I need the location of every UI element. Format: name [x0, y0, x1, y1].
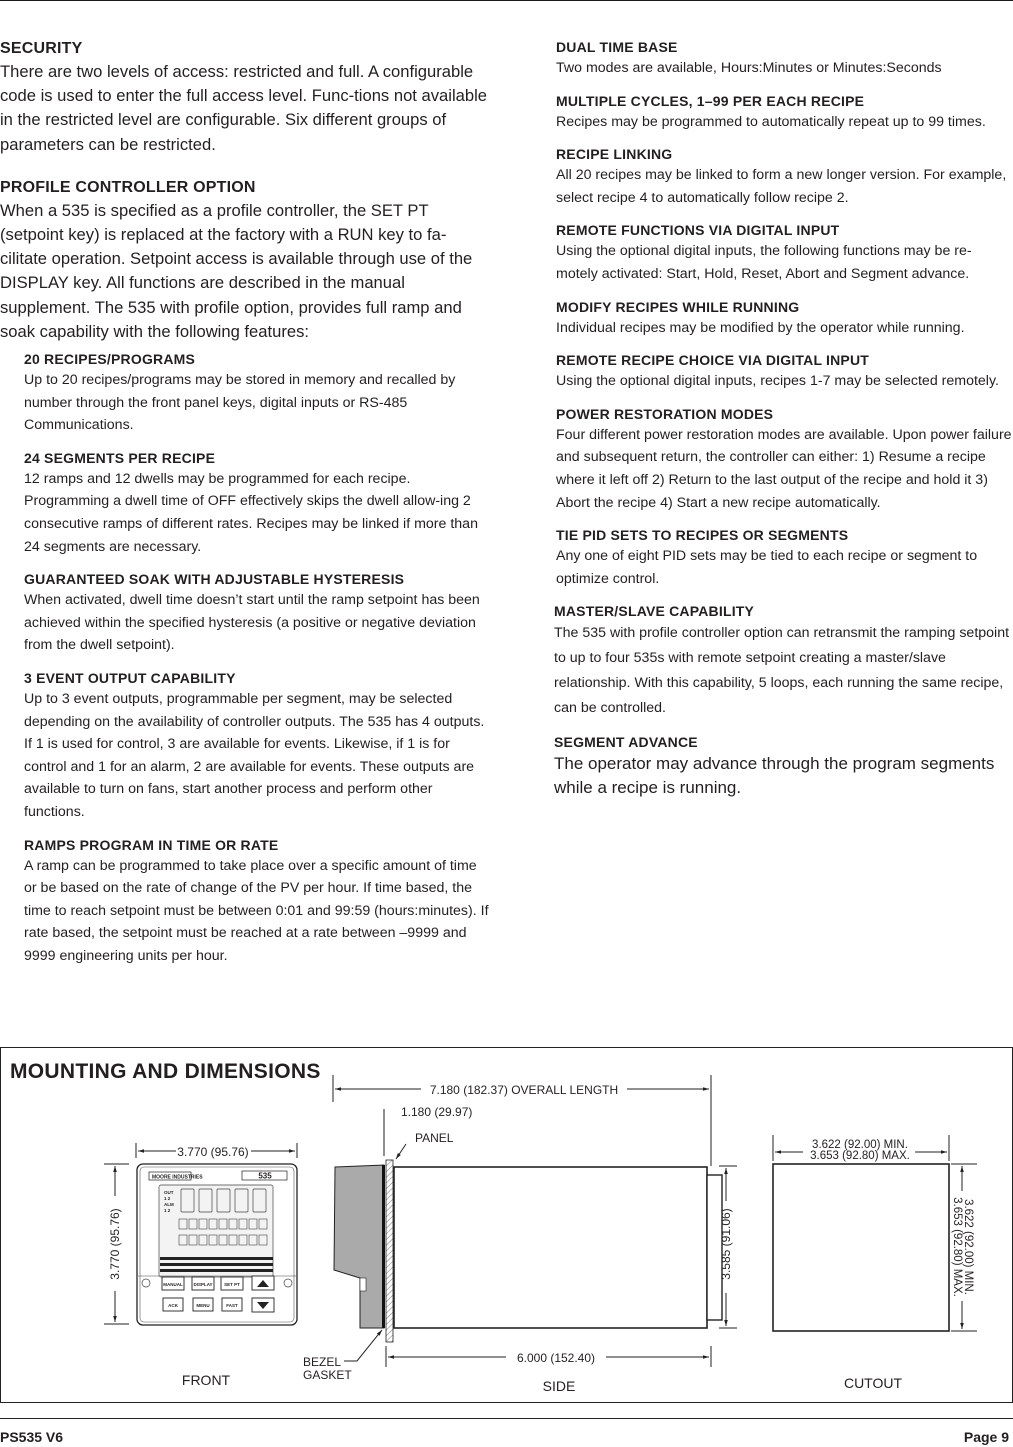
feature-body: Up to 20 recipes/programs may be stored in memory and recalled by number through the front panel keys, digital inputs or RS-485 Communications.: [24, 372, 456, 434]
section-body: When a 535 is specified as a profile controller, the SET PT (setpoint key) is replaced at the factory with a RUN key to fa-cilitate operation. Setpoint access is available through use of the DISPLAY key. All functions are described in the manual supplement. The 535 with profile option, provides full ramp and soak capability with the following features:: [0, 200, 473, 341]
feature-body: Up to 3 event outputs, programmable per segment, may be selected depending on the availability of controller outputs. The 535 has 4 outputs. If 1 is used for control, 3 are available for events. Likewise, if 1 is for control and 1 for an alarm, 2 are available for events. These outputs are available to turn on fans, start another process and perform other functions.: [24, 690, 485, 820]
feature-master-slave: [554, 602, 1013, 720]
body-height-dim: 3.585 (91.06): [719, 1208, 733, 1280]
feature-heading: RAMPS PROGRAM IN TIME OR RATE: [24, 836, 279, 853]
front-view: [104, 1143, 297, 1388]
feature-heading: REMOTE RECIPE CHOICE VIA DIGITAL INPUT: [556, 352, 870, 369]
cutout-width-max: 3.653 (92.80) MAX.: [810, 1150, 910, 1162]
feature-recipe-linking: [556, 145, 1013, 209]
feature-remote-functions: [556, 221, 1013, 285]
cutout-label: CUTOUT: [843, 1375, 903, 1391]
feature-heading: 20 RECIPES/PROGRAMS: [24, 351, 196, 368]
gasket-label: GASKET: [303, 1368, 352, 1382]
feature-body: Individual recipes may be modified by the operator while running.: [556, 319, 965, 336]
feature-modify-recipes: [556, 298, 1013, 340]
mounting-dimensions-figure: [0, 1047, 1013, 1403]
cutout-view: [773, 1135, 977, 1391]
cutout-height-max: 3.653 (92.80) MAX.: [951, 1197, 963, 1297]
side-label: SIDE: [542, 1378, 576, 1394]
bezel-depth-dim: 1.180 (29.97): [401, 1105, 473, 1119]
panel-label: PANEL: [415, 1131, 454, 1145]
feature-heading: MODIFY RECIPES WHILE RUNNING: [556, 298, 800, 315]
svg-text:DISPLAY: DISPLAY: [193, 1282, 213, 1287]
overall-length-dim: 7.180 (182.37) OVERALL LENGTH: [429, 1083, 619, 1097]
feature-heading: POWER RESTORATION MODES: [556, 405, 774, 422]
feature-body: The 535 with profile controller option can retransmit the ramping setpoint to up to four 535s with remote setpoint creating a master/slave relationship. With this capability, 5 loops, each running the same recipe, can be controlled.: [554, 625, 1010, 716]
svg-text:FAST: FAST: [226, 1303, 238, 1308]
bezel-label: BEZEL: [303, 1355, 342, 1369]
feature-heading: TIE PID SETS TO RECIPES OR SEGMENTS: [556, 527, 849, 544]
feature-segments: [24, 449, 490, 558]
svg-text:ALM: ALM: [164, 1202, 174, 1207]
feature-segment-advance: [554, 733, 1013, 800]
feature-event-output: [24, 669, 490, 824]
model-label: 535: [258, 1171, 272, 1181]
feature-heading: MULTIPLE CYCLES, 1–99 PER EACH RECIPE: [556, 92, 865, 109]
section-profile-controller: [0, 177, 490, 344]
svg-text:MANUAL: MANUAL: [163, 1282, 183, 1287]
right-column: [556, 38, 1013, 812]
feature-heading: GUARANTEED SOAK WITH ADJUSTABLE HYSTERESIS: [24, 571, 405, 588]
feature-heading: 3 EVENT OUTPUT CAPABILITY: [24, 669, 236, 686]
cutout-height-min: 3.622 (92.00) MIN.: [962, 1199, 974, 1295]
feature-guaranteed-soak: [24, 570, 490, 657]
feature-body: Four different power restoration modes are available. Upon power failure and subsequent return, the controller can either: 1) Resume a recipe where it left off 2) Return to the last output of the recipe and hold it 3) Abort the recipe 4) Start a new recipe automatically.: [556, 426, 1012, 511]
doc-id: PS535 V6: [0, 1429, 64, 1445]
brand-label: MOORE INDUSTRIES: [152, 1174, 203, 1181]
section-heading: SECURITY: [0, 40, 83, 57]
front-label: FRONT: [181, 1372, 231, 1388]
feature-body: All 20 recipes may be linked to form a new longer version. For example, select recipe 4 to automatically follow recipe 2.: [556, 167, 1007, 206]
front-width-dim: 3.770 (95.76): [177, 1145, 249, 1159]
svg-text:OUT: OUT: [164, 1190, 174, 1195]
feature-tie-pid: [556, 526, 1013, 590]
feature-heading: REMOTE FUNCTIONS VIA DIGITAL INPUT: [556, 222, 840, 239]
feature-body: Any one of eight PID sets may be tied to each recipe or segment to optimize control.: [556, 548, 978, 587]
feature-heading: MASTER/SLAVE CAPABILITY: [554, 603, 755, 620]
feature-recipes: [24, 350, 490, 437]
feature-remote-recipe-choice: [556, 351, 1013, 393]
top-rule: [0, 0, 1013, 1]
feature-body: Using the optional digital inputs, recipes 1-7 may be selected remotely.: [556, 373, 999, 390]
svg-text:1 2: 1 2: [164, 1196, 171, 1201]
feature-body: Two modes are available, Hours:Minutes or Minutes:Seconds: [556, 60, 942, 76]
feature-heading: RECIPE LINKING: [556, 146, 673, 163]
side-view: [303, 1075, 737, 1394]
svg-text:SET PT: SET PT: [224, 1282, 240, 1287]
page-number: Page 9: [963, 1429, 1009, 1445]
feature-heading: SEGMENT ADVANCE: [554, 733, 698, 750]
feature-body: The operator may advance through the program segments while a recipe is running.: [554, 753, 995, 797]
body-length-dim: 6.000 (152.40): [516, 1351, 596, 1365]
section-heading: PROFILE CONTROLLER OPTION: [0, 178, 256, 196]
svg-text:MENU: MENU: [196, 1303, 210, 1308]
figure-title: MOUNTING AND DIMENSIONS: [10, 1060, 321, 1083]
feature-body: Using the optional digital inputs, the following functions may be re-motely activated: Start, Hold, Reset, Abort and Segment advance.: [556, 243, 972, 282]
cutout-width-min: 3.622 (92.00) MIN.: [812, 1139, 908, 1151]
section-security: [0, 38, 490, 157]
front-height-dim: 3.770 (95.76): [108, 1208, 122, 1280]
svg-text:1 2: 1 2: [164, 1208, 171, 1213]
feature-body: A ramp can be programmed to take place over a specific amount of time or be based on the rate of change of the PV per hour. If time based, the time to reach setpoint must be between 0:01 and 99:59 (hours:minutes). If rate based, the setpoint must be reached at a rate between –9999 and 9999 engineering units per hour.: [24, 857, 489, 964]
feature-power-restoration: [556, 405, 1013, 514]
svg-text:ACK: ACK: [168, 1303, 178, 1308]
feature-heading: 24 SEGMENTS PER RECIPE: [24, 449, 216, 466]
feature-multiple-cycles: [556, 92, 1013, 134]
feature-heading: DUAL TIME BASE: [556, 39, 678, 55]
feature-body: Recipes may be programmed to automatically repeat up to 99 times.: [556, 113, 986, 130]
feature-body: When activated, dwell time doesn’t start until the ramp setpoint has been achieved within the specified hysteresis (a positive or negative deviation from the dwell setpoint).: [24, 592, 480, 654]
left-column: [0, 38, 490, 980]
feature-body: 12 ramps and 12 dwells may be programmed for each recipe. Programming a dwell time of OFF effectively skips the dwell allow-ing 2 consecutive ramps of different rates. Recipes may be linked if more than 24 segments are necessary.: [24, 470, 478, 555]
feature-ramps: [24, 836, 490, 968]
section-body: There are two levels of access: restricted and full. A configurable code is used to enter the full access level. Func-tions not available in the restricted level are configurable. Six different groups of parameters can be restricted.: [0, 62, 488, 154]
footer-rule: [0, 1418, 1013, 1419]
feature-dual-time-base: [556, 38, 1013, 80]
